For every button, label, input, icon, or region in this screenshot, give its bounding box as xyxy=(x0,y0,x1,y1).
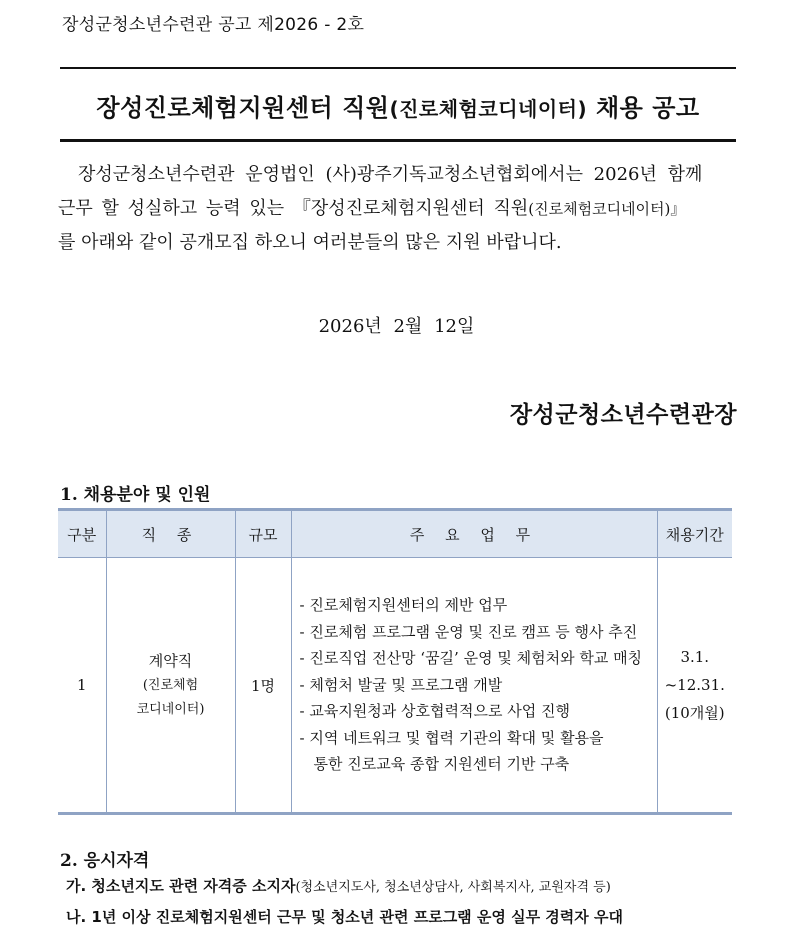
duty-item: - 체험처 발굴 및 프로그램 개발 xyxy=(299,675,503,694)
column-header-kind-label: 직 종 xyxy=(141,525,200,544)
title-tail: 채용 공고 xyxy=(596,94,700,122)
column-header-period: 채용기간 xyxy=(657,510,732,558)
cell-scale: 1명 xyxy=(235,558,291,814)
duty-item: - 진로체험 프로그램 운영 및 진로 캠프 등 행사 추진 xyxy=(299,622,638,641)
cell-period xyxy=(657,558,732,814)
cell-kind-sub-2: 코디네이터) xyxy=(136,702,205,717)
title-main: 장성진로체험지원센터 직원 xyxy=(96,94,390,122)
intro-line-3: 를 아래와 같이 공개모집 하오니 여러분들의 많은 지원 바랍니다. xyxy=(58,232,562,253)
duty-item: - 교육지원청과 상호협력적으로 사업 진행 xyxy=(299,702,570,721)
announcement-number: 장성군청소년수련관 공고 제2026 - 2호 xyxy=(62,15,365,35)
section-1-heading: 1. 채용분야 및 인원 xyxy=(60,485,211,505)
section-2-heading: 2. 응시자격 xyxy=(60,851,150,871)
intro-line-2-paren: (진로체험코디네이터)』 xyxy=(528,200,686,218)
announcement-date: 2026년 2월 12일 xyxy=(318,316,475,337)
issuer-name: 장성군청소년수련관장 xyxy=(509,402,737,428)
column-header-scale: 규모 xyxy=(235,510,291,558)
duty-item: - 지역 네트워크 및 협력 기관의 확대 및 활용을 xyxy=(299,728,604,747)
cell-no: 1 xyxy=(58,558,106,814)
column-header-duties-label: 주 요 업 무 xyxy=(409,525,539,544)
intro-line-2 xyxy=(58,192,738,226)
qualification-item-b: 나. 1년 이상 진로체험지원센터 근무 및 청소년 관련 프로그램 운영 실무 경력자 우대 xyxy=(66,908,623,926)
column-header-kind xyxy=(106,510,235,558)
title-top-rule xyxy=(60,67,736,69)
duty-item-continuation: 통한 진로교육 종합 지원센터 기반 구축 xyxy=(313,755,570,774)
table-header-row xyxy=(58,510,732,558)
cell-kind-sub-1: (진로체험 xyxy=(142,678,199,693)
title-bottom-rule xyxy=(60,139,736,142)
table-row xyxy=(58,558,732,814)
qualification-a-note: (청소년지도사, 청소년상담사, 사회복지사, 교원자격 등) xyxy=(295,880,611,895)
recruitment-table xyxy=(58,508,732,815)
period-end: ~12.31. xyxy=(664,676,725,694)
cell-duties xyxy=(291,558,657,814)
intro-paragraph xyxy=(58,158,738,260)
qualification-item-a xyxy=(66,875,611,896)
period-duration: (10개월) xyxy=(664,704,725,722)
cell-kind xyxy=(106,558,235,814)
cell-kind-type: 계약직 xyxy=(148,652,193,670)
duty-item: - 진로체험지원센터의 제반 업무 xyxy=(299,596,508,615)
qualification-a-text: 가. 청소년지도 관련 자격증 소지자 xyxy=(66,877,296,895)
column-header-duties xyxy=(291,510,657,558)
column-header-no: 구분 xyxy=(58,510,106,558)
period-start: 3.1. xyxy=(680,648,710,666)
intro-line-2-text: 근무 할 성실하고 능력 있는 『장성진로체험지원센터 직원 xyxy=(58,198,529,219)
duty-item: - 진로직업 전산망 ‘꿈길’ 운영 및 체험처와 학교 매칭 xyxy=(299,649,643,668)
title-paren: (진로체험코디네이터) xyxy=(389,97,588,121)
intro-line-1: 장성군청소년수련관 운영법인 (사)광주기독교청소년협회에서는 2026년 함께 xyxy=(78,164,703,185)
page-title xyxy=(60,88,736,123)
